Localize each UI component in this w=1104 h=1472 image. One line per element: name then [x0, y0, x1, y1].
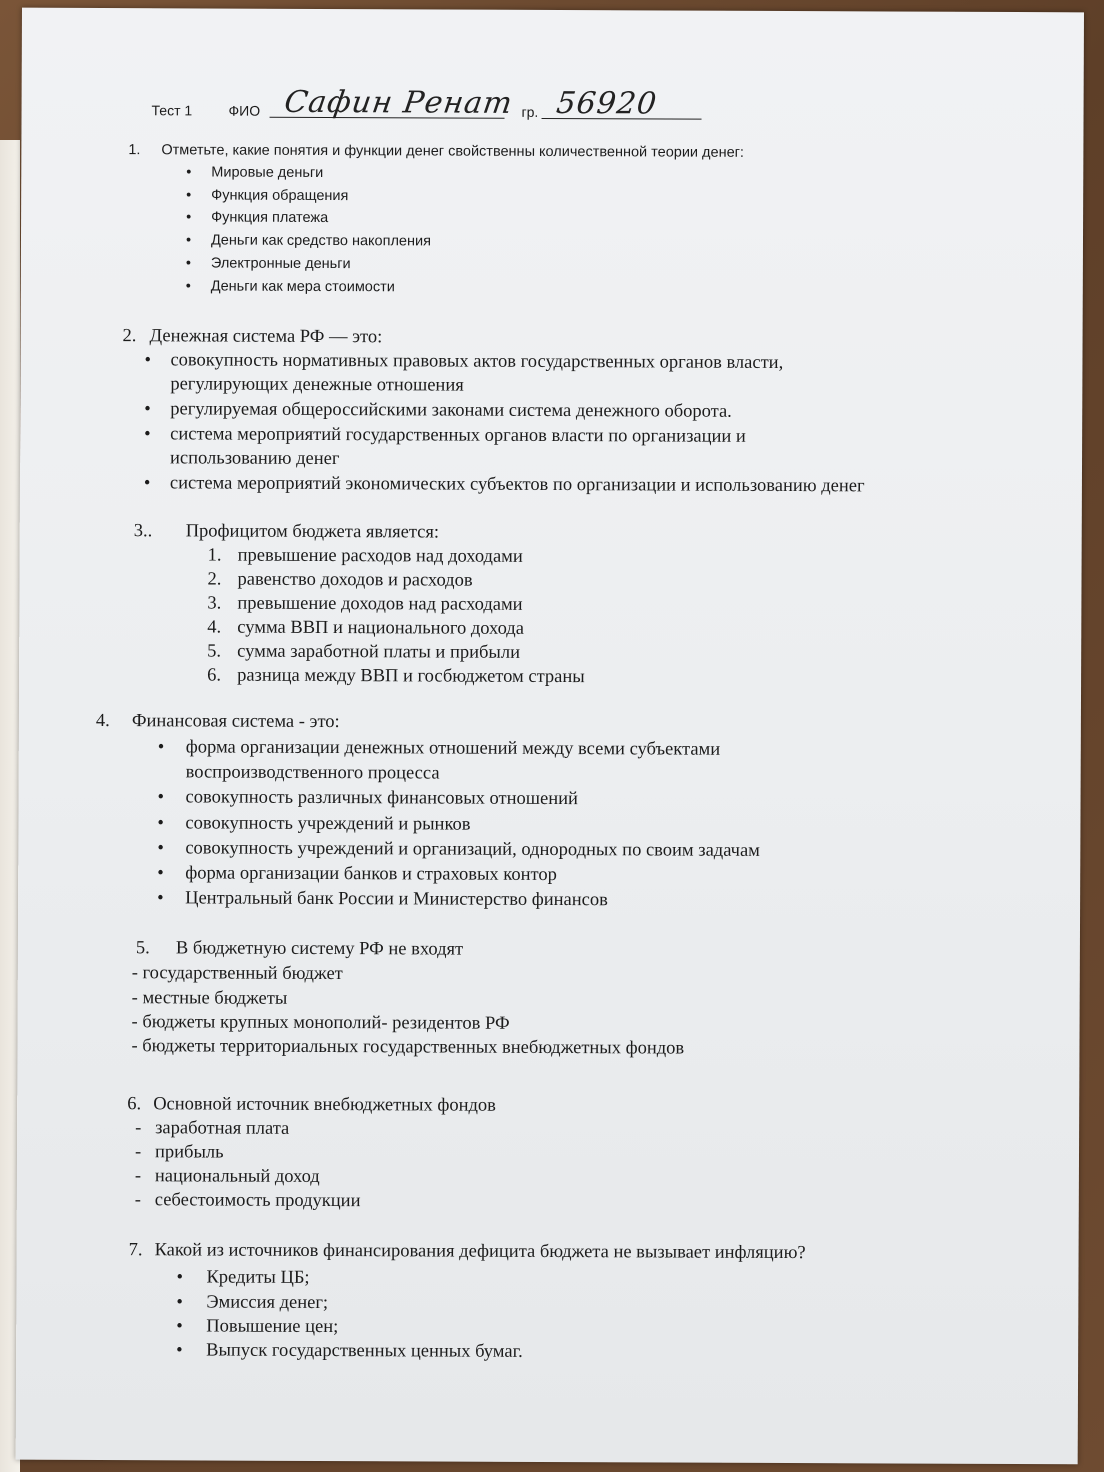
question-number: 7. [128, 1240, 143, 1261]
fio-label: ФИО [228, 102, 261, 119]
answer-text: Кредиты ЦБ; [206, 1267, 310, 1288]
answer-text: Эмиссия денег; [206, 1292, 329, 1314]
item-number: 4. [207, 617, 222, 638]
test-sheet [16, 8, 1084, 1465]
answer-text: использованию денег [169, 448, 340, 470]
answer-text: Выпуск государственных ценных бумаг. [206, 1340, 523, 1362]
answer-text: Деньги как средство накопления [210, 232, 432, 250]
bullet-icon: • [176, 1316, 183, 1337]
dash-marker: - [134, 1142, 142, 1163]
answer-text: Функция обращения [211, 187, 349, 205]
answer-text: сумма ВВП и национального дохода [237, 617, 524, 639]
answer-text: регулирующих денежные отношения [170, 374, 464, 396]
answer-text: национальный доход [154, 1166, 320, 1187]
bullet-icon: • [186, 187, 192, 204]
question-number: 3.. [133, 521, 153, 542]
answer-text: - бюджеты территориальных государственных внебюджетных фондов [131, 1036, 685, 1059]
bullet-icon: • [157, 813, 164, 834]
item-number: 6. [207, 665, 222, 686]
question-number: 4. [95, 711, 110, 732]
answer-text: Повышение цен; [206, 1316, 339, 1338]
answer-text: - государственный бюджет [131, 963, 343, 985]
bullet-icon: • [176, 1340, 183, 1361]
bullet-icon: • [185, 278, 191, 295]
bullet-icon: • [157, 863, 164, 884]
dash-marker: - [134, 1166, 142, 1187]
answer-text: регулируемая общероссийскими законами система денежного оборота. [170, 399, 732, 422]
item-number: 2. [207, 569, 222, 590]
answer-text: Центральный банк России и Министерство финансов [185, 888, 608, 911]
group-label: гр. [521, 103, 539, 120]
answer-text: Мировые деньги [211, 164, 324, 181]
answer-text: совокупность различных финансовых отношений [185, 787, 578, 810]
question-text: В бюджетную систему РФ не входят [175, 938, 464, 960]
answer-text: себестоимость продукции [154, 1190, 361, 1212]
bullet-icon: • [144, 350, 151, 371]
answer-text: превышение расходов над доходами [237, 545, 523, 567]
answer-text: Электронные деньги [210, 255, 351, 273]
item-number: 3. [207, 593, 222, 614]
answer-text: совокупность учреждений и организаций, однородных по своим задачам [185, 838, 760, 861]
question-text: Основной источник внебюджетных фондов [153, 1094, 496, 1116]
bullet-icon: • [157, 838, 164, 859]
question-number: 1. [128, 142, 141, 159]
bullet-icon: • [186, 209, 192, 226]
question-text: Отметьте, какие понятия и функции денег свойственны количественной теории денег: [161, 142, 745, 161]
bullet-icon: • [186, 164, 192, 181]
answer-text: форма организации денежных отношений между всеми субъектами [185, 737, 721, 760]
answer-text: совокупность нормативных правовых актов государственных органов власти, [170, 350, 784, 374]
question-text: Финансовая система - это: [131, 711, 340, 733]
student-name-handwritten: Сафин Ренат [282, 84, 516, 121]
item-number: 5. [207, 641, 222, 662]
answer-text: разница между ВВП и госбюджетом страны [237, 665, 585, 688]
question-text: Профицитом бюджета является: [185, 521, 440, 543]
answer-text: совокупность учреждений и рынков [185, 813, 471, 835]
answer-text: форма организации банков и страховых контор [185, 863, 557, 886]
question-text: Какой из источников финансирования дефицита бюджета не вызывает инфляцию? [154, 1240, 806, 1264]
test-label: Тест 1 [151, 102, 193, 119]
answer-text: заработная плата [155, 1118, 290, 1139]
answer-text: система мероприятий экономических субъектов по организации и использованию денег [169, 473, 865, 497]
bullet-icon: • [157, 737, 165, 758]
item-number: 1. [207, 545, 222, 566]
answer-text: - бюджеты крупных монополий- резидентов РФ [131, 1012, 510, 1034]
bullet-icon: • [176, 1267, 183, 1288]
answer-text: воспроизводственного процесса [185, 762, 440, 784]
bullet-icon: • [176, 1292, 183, 1313]
answer-text: превышение доходов над расходами [237, 593, 523, 615]
question-number: 5. [135, 938, 150, 959]
question-number: 6. [127, 1094, 142, 1115]
answer-text: - местные бюджеты [131, 988, 288, 1009]
group-number-handwritten: 56920 [554, 86, 659, 122]
question-text: Денежная система РФ — это: [149, 326, 383, 348]
bullet-icon: • [185, 255, 192, 272]
question-number: 2. [122, 326, 137, 347]
answer-text: система мероприятий государственных органов власти по организации и [170, 424, 746, 447]
answer-text: Деньги как мера стоимости [210, 278, 395, 296]
bullet-icon: • [144, 399, 151, 420]
bullet-icon: • [157, 787, 165, 808]
dash-marker: - [134, 1190, 142, 1211]
bullet-icon: • [144, 424, 151, 445]
answer-text: равенство доходов и расходов [237, 569, 473, 591]
dash-marker: - [135, 1118, 142, 1139]
answer-text: сумма заработной платы и прибыли [237, 641, 521, 663]
answer-text: Функция платежа [211, 209, 329, 227]
bullet-icon: • [185, 232, 192, 249]
bullet-icon: • [143, 473, 151, 494]
answer-text: прибыль [154, 1142, 224, 1163]
bullet-icon: • [157, 888, 164, 909]
